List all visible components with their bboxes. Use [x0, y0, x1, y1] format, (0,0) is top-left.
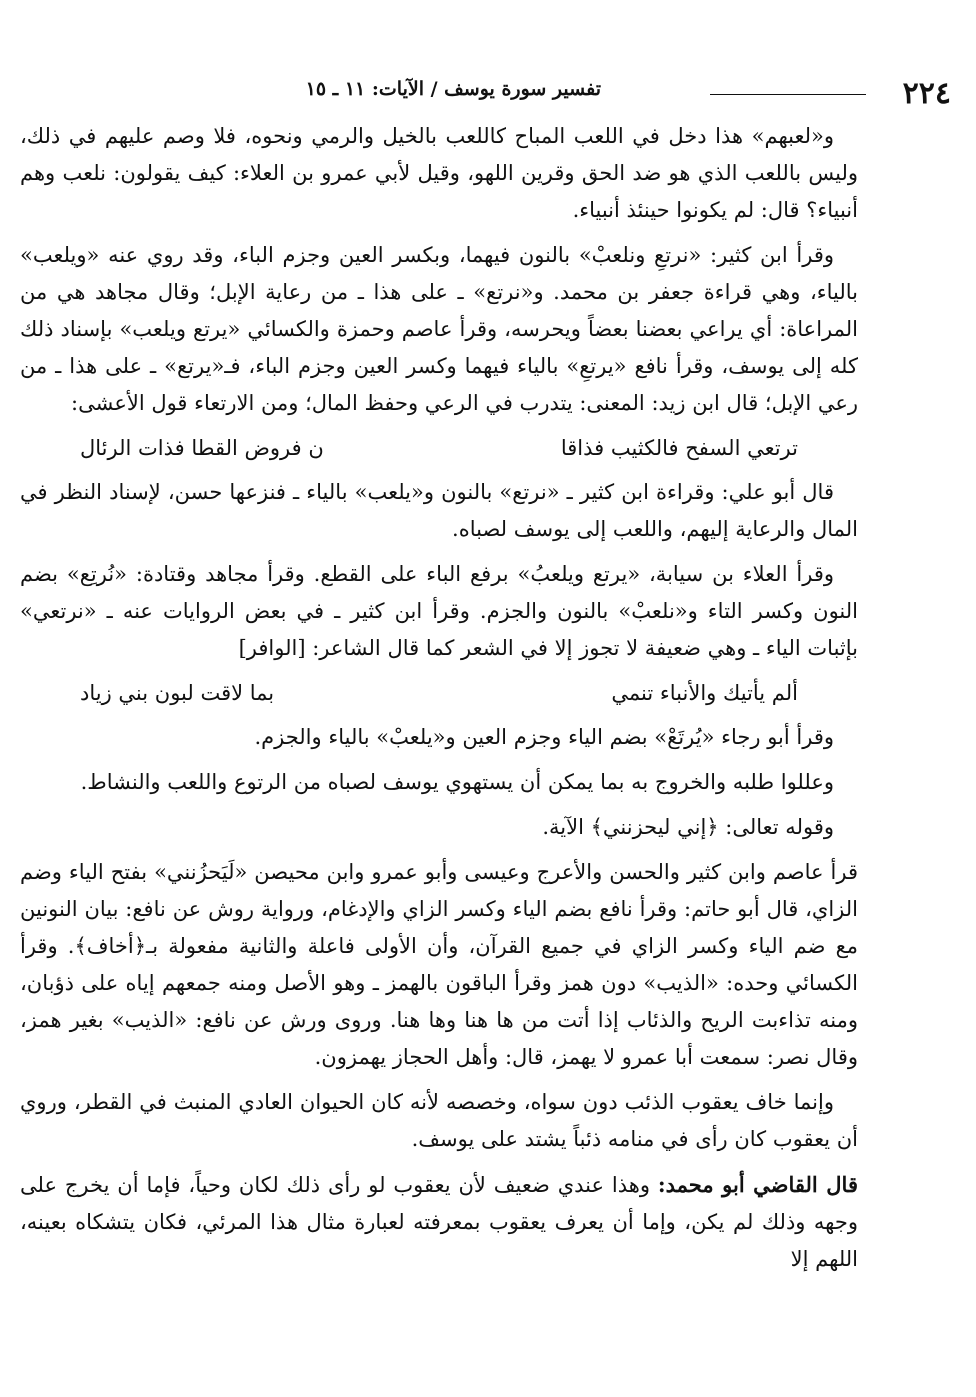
paragraph: وقرأ أبو رجاء «يُرتَعْ» بضم الياء وجزم العين و«يلعبْ» بالياء والجزم. — [254, 725, 834, 749]
paragraph: وقوله تعالى: ﴿إني ليحزنني﴾ الآية. — [542, 815, 834, 839]
paragraph: وإنما خاف يعقوب الذئب دون سواه، وخصصه لأنه كان الحيوان العادي المنبث في القطر، وروي أن يعقوب كان رأى في منامه ذئباً يشتد على يوسف. — [20, 1090, 858, 1151]
verse-first-hemistich: ألم يأتيك والأنباء تنمي — [611, 681, 798, 705]
paragraph: قرأ عاصم وابن كثير والحسن والأعرج وعيسى وأبو عمرو وابن محيصن «لَيَحزُنني» بفتح الياء وضم الزاي، قال أبو حاتم: وقرأ نافع بضم الياء وكسر الزاي والإدغام، ورواية روش عن نافع: بيان النونين مع ضم الياء وكسر الزاي في جميع القرآن، وأن الأولى فاعلة والثانية مفعولة بـ﴿أخاف﴾. وقرأ الكسائي وحده: «الذيب» دون همز وقرأ الباقون بالهمز ـ وهو الأصل ومنه جمعهم إياه على ذؤبان، ومنه تذاءبت الريح والذئاب إذا أتت من ها هنا وها هنا. وروى ورش عن نافع: «الذيب» بغير همز، وقال نصر: سمعت أبا عمرو لا يهمز، قال: وأهل الحجاز يهمزون. — [20, 860, 858, 1069]
speaker-label: قال القاضي أبو محمد: — [657, 1172, 858, 1197]
verse-first-hemistich: ترتعي السفح فالكثيب فذاقا — [560, 436, 798, 460]
paragraph: وقرأ ابن كثير: «نرتعِ ونلعبْ» بالنون فيهما، وبكسر العين وجزم الباء، وقد روي عنه «ويلعب» بالياء، وهي قراءة جعفر بن محمد. و«نرتع» ـ على هذا ـ من رعاية الإبل؛ وقال مجاهد هي من المراعاة: أي يراعي بعضنا بعضاً ويحرسه، وقرأ عاصم وحمزة والكسائي «يرتع ويلعب» بإسناد ذلك كله إلى يوسف، وقرأ نافع «يرتعِ» بالياء فيهما وكسر العين وجزم الباء، فـ«يرتع» ـ على هذا ـ من رعي الإبل؛ قال ابن زيد: المعنى: يتدرب في الرعي وحفظ المال؛ ومن الارتعاء قول الأعشى: — [20, 243, 858, 415]
paragraph: وقرأ العلاء بن سيابة، «يرتع ويلعبُ» برفع الباء على القطع. وقرأ مجاهد وقتادة: «نُرتِع» بضم النون وكسر التاء و«نلعبْ» بالنون والجزم. وقرأ ابن كثير ـ في بعض الروايات عنه ـ «نرتعي» بإثبات الياء ـ وهي ضعيفة لا تجوز إلا في الشعر كما قال الشاعر: [الوافر] — [20, 562, 858, 660]
page-body — [20, 118, 858, 1286]
paragraph: وعللوا طلبه والخروج به بما يمكن أن يستهوي يوسف لصباه من الرتوع واللعب والنشاط. — [80, 770, 834, 794]
paragraph: و«لعبهم» هذا دخل في اللعب المباح كاللعب بالخيل والرمي ونحوه، فلا وصم عليهم في ذلك، وليس باللعب الذي هو ضد الحق وقرين اللهو، وقيل لأبي عمرو بن العلاء: كيف يقولون: نلعب وهم أنبياء؟ قال: لم يكونوا حينئذ أنبياء. — [20, 124, 858, 222]
paragraph-text: وهذا عندي ضعيف لأن يعقوب لو رأى ذلك لكان وحياً، فإما أن يخرج على وجهه وذلك لم يكن، وإما أن يعرف يعقوب بمعرفته لعبارة مثال هذا المرئي، فكان يتشكاه بعينه، اللهم إلا — [20, 1173, 858, 1271]
page-number: ٢٢٤ — [902, 76, 951, 111]
paragraph: قال أبو علي: وقراءة ابن كثير ـ «نرتع» بالنون و«يلعب» بالياء ـ فنزعها حسن، لإسناد النظر في المال والرعاية إليهم، واللعب إلى يوسف لصباه. — [20, 480, 858, 541]
verse-second-hemistich: ن فروض القطا فذات الرئال — [80, 436, 324, 460]
poetry-verse — [80, 430, 798, 466]
header-rule — [710, 94, 866, 95]
verse-second-hemistich: بما لاقت لبون بني زياد — [80, 681, 275, 705]
running-title: تفسير سورة يوسف / الآيات: ١١ ـ ١٥ — [305, 78, 601, 100]
paragraph-final — [20, 1166, 858, 1278]
page-header — [20, 70, 951, 111]
poetry-verse — [80, 675, 798, 711]
